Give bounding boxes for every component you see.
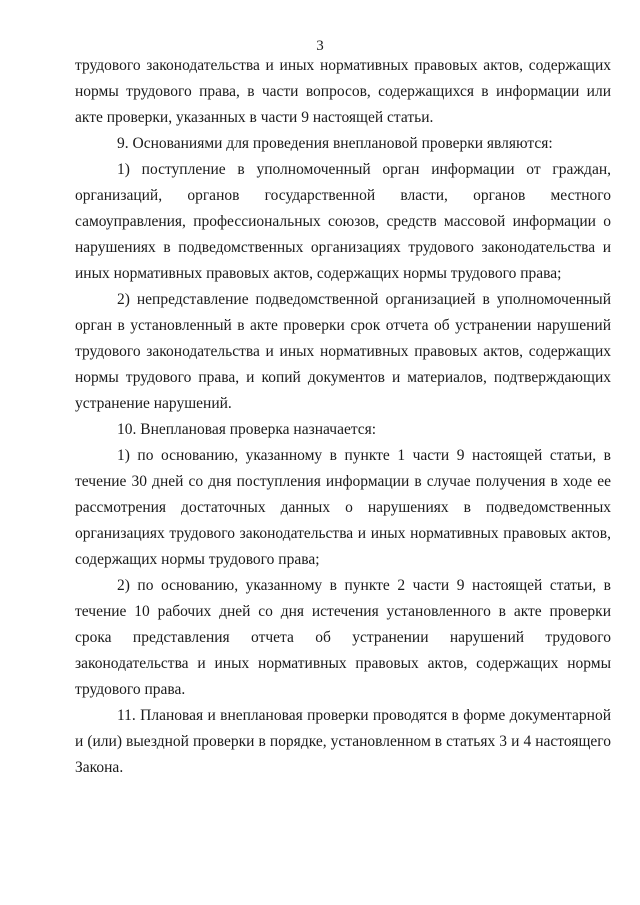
paragraph-clause-10-item-2: 2) по основанию, указанному в пункте 2 части 9 настоящей статьи, в течение 10 рабочих дней со дня истечения установленного в акте проверки срока представления отчета об устранении нарушений трудового законодательства и иных нормативных правовых актов, содержащих нормы трудового права. <box>75 577 611 698</box>
paragraph-clause-9-item-2: 2) непредставление подведомственной организацией в уполномоченный орган в установленный в акте проверки срок отчета об устранении нарушений трудового законодательства и иных нормативных правовых актов, содержащих нормы трудового права, и копий документов и материалов, подтверждающих устранение нарушений. <box>75 291 611 412</box>
paragraph-clause-9-item-1: 1) поступление в уполномоченный орган информации от граждан, организаций, органов государственной власти, органов местного самоуправления, профессиональных союзов, средств массовой информации о нарушениях в подведомственных организациях трудового законодательства и иных нормативных правовых актов, содержащих нормы трудового права; <box>75 161 611 282</box>
paragraph-clause-10-item-1: 1) по основанию, указанному в пункте 1 части 9 настоящей статьи, в течение 30 дней со дня поступления информации в случае получения в ходе ее рассмотрения достаточных данных о нарушениях в подведомственных организациях трудового законодательства и иных нормативных правовых актов, содержащих нормы трудового права; <box>75 447 611 568</box>
paragraph-clause-11: 11. Плановая и внеплановая проверки проводятся в форме документарной и (или) выездной проверки в порядке, установленном в статьях 3 и 4 настоящего Закона. <box>75 707 611 776</box>
paragraph-clause-9: 9. Основаниями для проведения внеплановой проверки являются: <box>117 135 553 152</box>
document-body <box>75 53 611 781</box>
page-number: 3 <box>316 38 324 54</box>
paragraph-clause-10: 10. Внеплановая проверка назначается: <box>117 421 377 438</box>
paragraph-continuation: трудового законодательства и иных нормативных правовых актов, содержащих нормы трудового права, в части вопросов, содержащихся в информации или акте проверки, указанных в части 9 настоящей статьи. <box>75 57 611 126</box>
